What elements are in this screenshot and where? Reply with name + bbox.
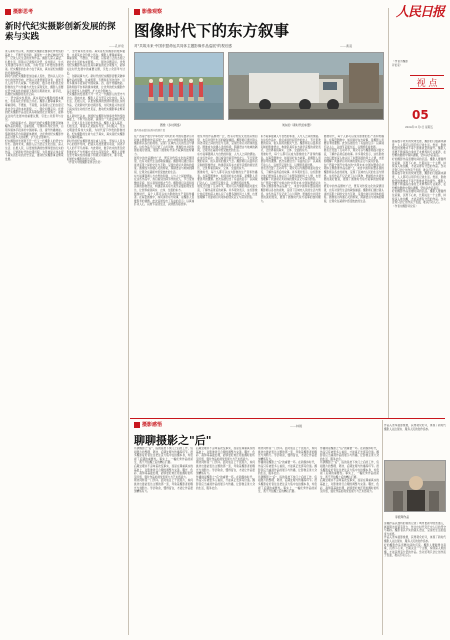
- feature-subtitle: 对"共筑未来·中国东盟命运共同体主题影像作品巡展"的观后感: [134, 44, 232, 48]
- right-photo-image: [385, 461, 446, 512]
- right-photo[interactable]: [384, 460, 446, 512]
- feature-article-body: [134, 135, 384, 415]
- essay-col-4: 传播则是摄影之"后"的重要一环。在新媒体时代，作品只有被更多人看到，才能真正发挥其价值。摄影者应当重视作品的展示与传播，让影像走进大众的生活，服务社会。 所谓摄影之"后"，指的是按下快门之后的工作，包括图片的整理、筛选、后期处理与传播等环节。很多摄影爱好者往往把注意力集中在拍摄本身，却忽视了后期的重要性。事实上，一幅优秀作品的诞生，离不开拍摄之后的精心打磨。 后期处理并不意味着改变事实，而是在尊重真实的基础上，对影像进行合理的调整与完善。曝光、色彩、裁剪等基础处理，能够更好地还原拍摄时的所见所感，强化作品的视觉表现力与艺术感染力。: [320, 447, 379, 494]
- feature-photo-dancers-caption: 图像《乡村网络》: [160, 123, 183, 127]
- masthead-side-text: （作者为摄影评论家）: [392, 60, 408, 67]
- page-section-label: 视 点: [410, 75, 444, 89]
- essay-col-3: 筛选同样是一门学问。面对成百上千张照片，如何挑选出最能表达主题的那一张，考验着摄影者的眼光与判断力。学会取舍，懂得留白，才能让作品更加精炼有力。 传播则是摄影之"后"的重要一环。在新媒体时代，作品只有被更多人看到，才能真正发挥其价值。摄影者应当重视作品的展示与传播，让影像走进大众的生活，服务社会。 所谓摄影之"后"，指的是按下快门之后的工作，包括图片的整理、筛选、后期处理与传播等环节。很多摄影爱好者往往把注意力集中在拍摄本身，却忽视了后期的重要性。事实上，一幅优秀作品的诞生，离不开拍摄之后的精心打磨。: [258, 447, 317, 494]
- left-section-tag: [5, 8, 33, 15]
- feature-photo-dancers[interactable]: [134, 52, 224, 120]
- feature-photo-village[interactable]: [228, 52, 384, 120]
- left-article-title[interactable]: 新时代纪实摄影创新发展的探索与实践: [5, 22, 116, 42]
- column-rule: [128, 8, 129, 635]
- right-photo-caption: 李毅辉作品: [395, 515, 409, 519]
- essay-section-tag-label: 摄影感悟: [142, 422, 163, 428]
- tag-square-icon: [134, 422, 140, 428]
- feature-col-4: 图像时代，每个人都可以成为影像的生产者和传播者。在海量图像中，如何讲好东方故事，是摄影人需要思考的课题。此次巡展给出了有益的启示：以真诚打动人心，以细节呈现生活，以情感连接世界。 展览还设置了互动环节，观众可以与摄影师面对面交流，了解作品背后的故事。许多观众表示，这些影像让他们更加深入地认识了东盟各国的风土人情，也更加理解了共建命运共同体的现实意义与深远价值。 在广西南宁展厅中举办的"共筑未来·中国东盟命运共同体主题影像作品巡展"上，来自中国和东盟各国的摄影师以各自的视角，呈现了区域内人民的生活与情感。这些作品不仅记录了山川风物，更描绘出共同发展的美好图景，展现了图像时代东方叙事的独特魅力。 展览中的作品题材广泛，既有对传统文化的深情回望，也有对现代生活的敏锐捕捉。摄影师们通过镜头讲述邻里之间的交往与互助，呈现出命运共同体的温度。图像成为沟通心灵的桥梁，跨越语言与地域的隔阂，让观众在凝视中感受彼此的生活。: [323, 135, 384, 203]
- left-article-author: ——孔祥泉: [108, 44, 124, 48]
- tag-square-icon: [134, 9, 140, 15]
- left-col-1: 进入新时代以来，我国纪实摄影在继承优秀传统的基础上，不断开拓创新，涌现出一大批反映时代变迁、记录人民生活的优秀作品。摄影人深入基层、扎根生活，用镜头记录脱贫攻坚、乡村振兴、生态文明建设等伟大实践，为时代留下珍贵的影像档案。纪实摄影的生命力在于真实，真实是纪实摄影的灵魂和根基。 新时代的纪实摄影更加注重人民性，坚持以人民为中心的创作导向，把镜头对准普通劳动者，讲述平凡人的不平凡故事。与此同时，数字技术的普及使影像的生产与传播方式发生深刻变化，摄影人需要在坚守真实性的前提下积极运用新技术、新手段，拓展纪实摄影的表达空间。 一、坚守真实性原则。真实是纪实摄影的根本属性，也是其社会价值之所在。摄影人要尊重事实、尊重现场，不摆拍、不造假，以客观公正的态度记录社会生活的本来面貌。二、强化问题意识。优秀的纪实摄影作品往往具有敏锐的社会观察力，能够关注时代发展中的重要议题，引发公众思考与讨论。 三、创新叙事方式。新时代的纪实摄影需要突破单幅作品的局限，注重组照、专题和系列化创作，运用多媒体手段讲好中国故事。四、提升传播效能。借助网络平台和新媒体渠道，让优秀的纪实摄影作品走进更多人的视野，扩大社会影响力。 纪实摄影的发展离不开一代又一代摄影人的坚守与付出。面向未来，摄影人应当坚定文化自信，深入生活、扎根人民，以更加饱满的热情和更加扎实的作品，记录新时代的壮阔历程，为民族复兴伟业留下真实而生动的历史见证，推动纪实摄影事业繁荣发展。: [5, 50, 64, 161]
- section-divider: [130, 418, 445, 419]
- essay-author: ——林晨: [290, 424, 303, 428]
- feature-title[interactable]: 图像时代下的东方叙事: [134, 22, 290, 40]
- feature-author: ——黄羽: [340, 44, 353, 48]
- feature-section-tag-label: 影像观察: [142, 9, 163, 15]
- feature-col-3: 东方叙事强调人与自然的和谐、人与人之间的情谊。在这些作品中，我们看到田间劳作的农人、节日里欢聚的家庭、街头巷尾的烟火气息。摄影师们以温和而克制的影像语言，构建起具有东方美学意蕴的视觉表达，让世界看到真实、立体、全面的东方。 图像时代，每个人都可以成为影像的生产者和传播者。在海量图像中，如何讲好东方故事，是摄影人需要思考的课题。此次巡展给出了有益的启示：以真诚打动人心，以细节呈现生活，以情感连接世界。 展览还设置了互动环节，观众可以与摄影师面对面交流，了解作品背后的故事。许多观众表示，这些影像让他们更加深入地认识了东盟各国的风土人情，也更加理解了共建命运共同体的现实意义与深远价值。 在广西南宁展厅中举办的"共筑未来·中国东盟命运共同体主题影像作品巡展"上，来自中国和东盟各国的摄影师以各自的视角，呈现了区域内人民的生活与情感。这些作品不仅记录了山川风物，更描绘出共同发展的美好图景，展现了图像时代东方叙事的独特魅力。: [260, 135, 321, 203]
- essay-col-1: 所谓摄影之"后"，指的是按下快门之后的工作，包括图片的整理、筛选、后期处理与传播等环节。很多摄影爱好者往往把注意力集中在拍摄本身，却忽视了后期的重要性。事实上，一幅优秀作品的诞生，离不开拍摄之后的精心打磨。 后期处理并不意味着改变事实，而是在尊重真实的基础上，对影像进行合理的调整与完善。曝光、色彩、裁剪等基础处理，能够更好地还原拍摄时的所见所感，强化作品的视觉表现力与艺术感染力。 筛选同样是一门学问。面对成百上千张照片，如何挑选出最能表达主题的那一张，考验着摄影者的眼光与判断力。学会取舍，懂得留白，才能让作品更加精炼有力。: [134, 447, 193, 494]
- tag-square-icon: [5, 9, 11, 15]
- essay-section-tag: [134, 421, 162, 428]
- column-rule: [388, 8, 389, 418]
- essay-title[interactable]: 聊聊摄影之"后": [134, 434, 212, 447]
- right-lower-text-top: 作品入选本届影像展，获得观众好评，体现了新时代摄影人关注现实、服务人民的创作追求。: [384, 424, 446, 431]
- right-article-body: 随着数字技术的快速发展，摄影的门槛越来越低，人人都可以用手机记录生活。然而，影像数量的激增并不等于影像质量的提升。摄影人需要不断提高自身的艺术修养和专业素养，在纷繁的图像中保持清醒，坚持以作品说话。 好的摄影作品需要时间的沉淀。摄影人要耐得住寂寞，沉得下心来，长期关注一个主题，持续深入地拍摄，才能获得有分量的作品。急功近利只会让创作流于表面，难以打动人心。 随着数字技术的快速发展，摄影的门槛越来越低，人人都可以用手机记录生活。然而，影像数量的激增并不等于影像质量的提升。摄影人需要不断提高自身的艺术修养和专业素养，在纷繁的图像中保持清醒，坚持以作品说话。 好的摄影作品需要时间的沉淀。摄影人要耐得住寂寞，沉得下心来，长期关注一个主题，持续深入地拍摄，才能获得有分量的作品。急功近利只会让创作流于表面，难以打动人心。 （作者为摄影评论家）: [392, 140, 446, 208]
- left-article-body: [5, 50, 125, 635]
- right-lower-text: 这幅作品以独特的视角记录了城市更新中的普通人，画面简洁而富有张力，传达出时代变迁中人们的坚守与期待。摄影者以平实的镜头语言，呈现出生活的温度与质感。 作品入选本届影像展，获得观众好评，体现了新时代摄影人关注现实、服务人民的创作追求。 好的摄影作品需要时间的沉淀。摄影人要耐得住寂寞，沉得下心来，长期关注一个主题，持续深入地拍摄，才能获得有分量的作品。急功近利只会让创作流于表面，难以打动人心。: [384, 522, 446, 558]
- newspaper-logo: 人民日报: [396, 5, 445, 20]
- left-section-tag-label: 摄影思考: [13, 9, 34, 15]
- feature-col-2: 展览中的作品题材广泛，既有对传统文化的深情回望，也有对现代生活的敏锐捕捉。摄影师们通过镜头讲述邻里之间的交往与互助，呈现出命运共同体的温度。图像成为沟通心灵的桥梁，跨越语言与地域的隔阂，让观众在凝视中感受彼此的生活。 东方叙事强调人与自然的和谐、人与人之间的情谊。在这些作品中，我们看到田间劳作的农人、节日里欢聚的家庭、街头巷尾的烟火气息。摄影师们以温和而克制的影像语言，构建起具有东方美学意蕴的视觉表达，让世界看到真实、立体、全面的东方。 图像时代，每个人都可以成为影像的生产者和传播者。在海量图像中，如何讲好东方故事，是摄影人需要思考的课题。此次巡展给出了有益的启示：以真诚打动人心，以细节呈现生活，以情感连接世界。 展览还设置了互动环节，观众可以与摄影师面对面交流，了解作品背后的故事。许多观众表示，这些影像让他们更加深入地认识了东盟各国的风土人情，也更加理解了共建命运共同体的现实意义与深远价值。: [197, 135, 258, 200]
- page-number: 05: [412, 108, 429, 122]
- left-col-2: 一、坚守真实性原则。真实是纪实摄影的根本属性，也是其社会价值之所在。摄影人要尊重事实、尊重现场，不摆拍、不造假，以客观公正的态度记录社会生活的本来面貌。二、强化问题意识。优秀的纪实摄影作品往往具有敏锐的社会观察力，能够关注时代发展中的重要议题，引发公众思考与讨论。 三、创新叙事方式。新时代的纪实摄影需要突破单幅作品的局限，注重组照、专题和系列化创作，运用多媒体手段讲好中国故事。四、提升传播效能。借助网络平台和新媒体渠道，让优秀的纪实摄影作品走进更多人的视野，扩大社会影响力。 纪实摄影的发展离不开一代又一代摄影人的坚守与付出。面向未来，摄影人应当坚定文化自信，深入生活、扎根人民，以更加饱满的热情和更加扎实的作品，记录新时代的壮阔历程，为民族复兴伟业留下真实而生动的历史见证，推动纪实摄影事业繁荣发展。 进入新时代以来，我国纪实摄影在继承优秀传统的基础上，不断开拓创新，涌现出一大批反映时代变迁、记录人民生活的优秀作品。摄影人深入基层、扎根生活，用镜头记录脱贫攻坚、乡村振兴、生态文明建设等伟大实践，为时代留下珍贵的影像档案。纪实摄影的生命力在于真实，真实是纪实摄影的灵魂和根基。 新时代的纪实摄影更加注重人民性，坚持以人民为中心的创作导向，把镜头对准普通劳动者，讲述平凡人的不平凡故事。与此同时，数字技术的普及使影像的生产与传播方式发生深刻变化，摄影人需要在坚守真实性的前提下积极运用新技术、新手段，拓展纪实摄影的表达空间。 （作者为中国摄影家协会会员）: [66, 50, 125, 165]
- village-photo-image: [229, 53, 384, 120]
- column-rule: [382, 420, 383, 635]
- feature-col-1: 在广西南宁展厅中举办的"共筑未来·中国东盟命运共同体主题影像作品巡展"上，来自中国和东盟各国的摄影师以各自的视角，呈现了区域内人民的生活与情感。这些作品不仅记录了山川风物，更描绘出共同发展的美好图景，展现了图像时代东方叙事的独特魅力。 展览中的作品题材广泛，既有对传统文化的深情回望，也有对现代生活的敏锐捕捉。摄影师们通过镜头讲述邻里之间的交往与互助，呈现出命运共同体的温度。图像成为沟通心灵的桥梁，跨越语言与地域的隔阂，让观众在凝视中感受彼此的生活。 东方叙事强调人与自然的和谐、人与人之间的情谊。在这些作品中，我们看到田间劳作的农人、节日里欢聚的家庭、街头巷尾的烟火气息。摄影师们以温和而克制的影像语言，构建起具有东方美学意蕴的视觉表达，让世界看到真实、立体、全面的东方。 图像时代，每个人都可以成为影像的生产者和传播者。在海量图像中，如何讲好东方故事，是摄影人需要思考的课题。此次巡展给出了有益的启示：以真诚打动人心，以细节呈现生活，以情感连接世界。: [134, 135, 195, 207]
- feature-photo-village-caption: 刘东的《新时代的东盟》: [282, 123, 313, 127]
- feature-section-tag: [134, 8, 162, 15]
- feature-photo-note: 墨西哥南部恰帕斯州的原住民: [134, 129, 166, 132]
- dancers-photo-image: [135, 53, 224, 120]
- issue-date: 2024年11月1日 星期五: [405, 126, 433, 129]
- essay-col-2: 后期处理并不意味着改变事实，而是在尊重真实的基础上，对影像进行合理的调整与完善。曝光、色彩、裁剪等基础处理，能够更好地还原拍摄时的所见所感，强化作品的视觉表现力与艺术感染力。 筛选同样是一门学问。面对成百上千张照片，如何挑选出最能表达主题的那一张，考验着摄影者的眼光与判断力。学会取舍，懂得留白，才能让作品更加精炼有力。 传播则是摄影之"后"的重要一环。在新媒体时代，作品只有被更多人看到，才能真正发挥其价值。摄影者应当重视作品的展示与传播，让影像走进大众的生活，服务社会。: [196, 447, 255, 490]
- essay-body: [134, 447, 379, 635]
